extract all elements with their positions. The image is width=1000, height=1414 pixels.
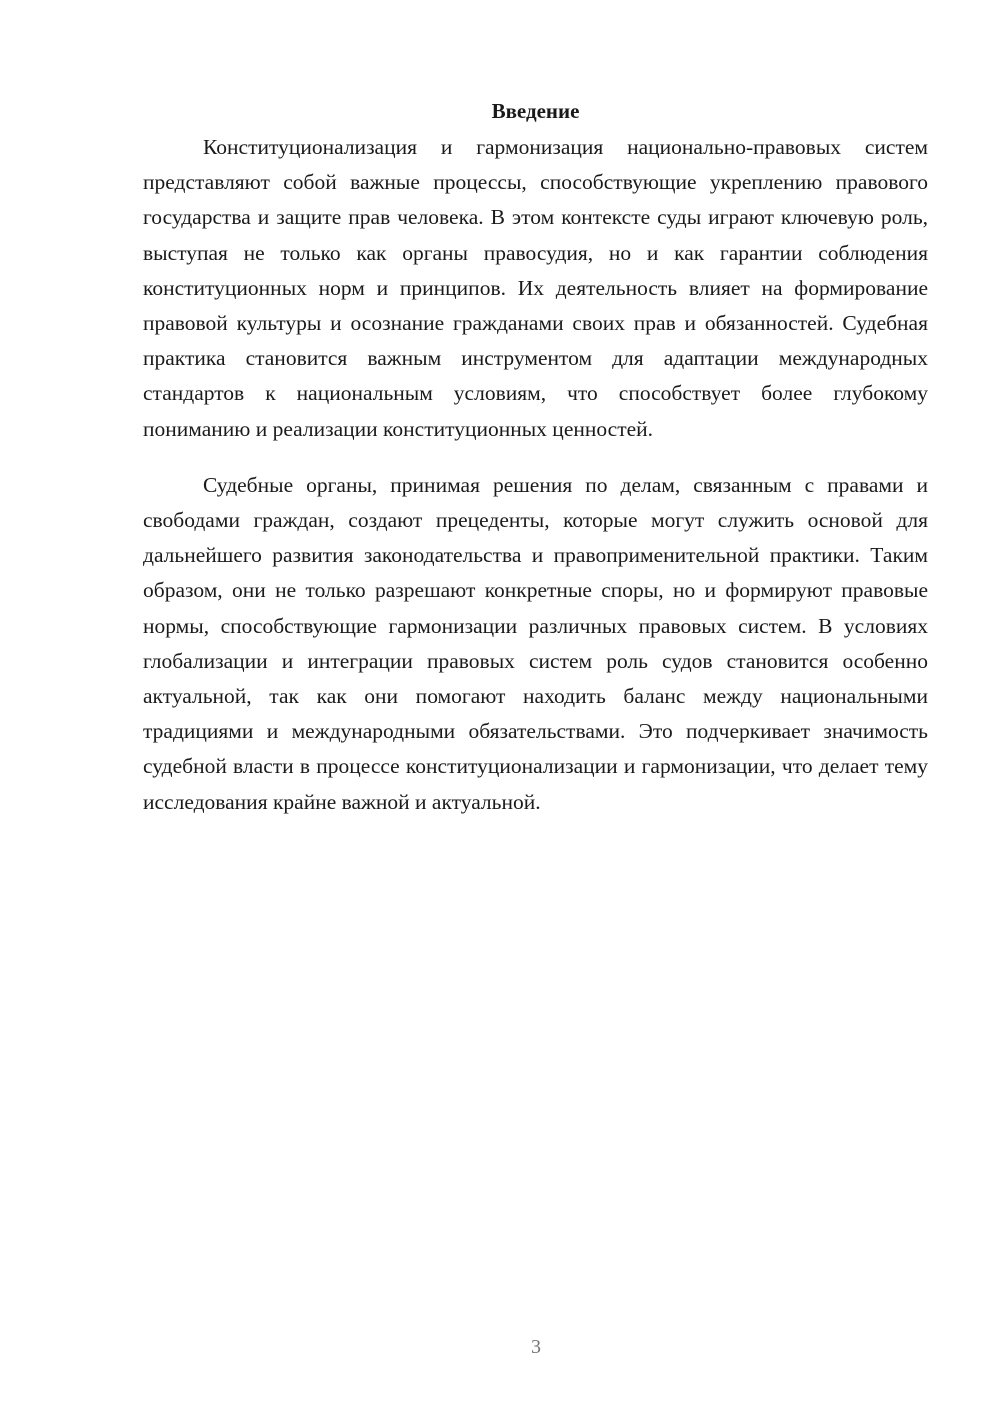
section-heading: Введение — [491, 99, 580, 123]
page-content — [143, 96, 928, 820]
page-number: 3 — [531, 1336, 541, 1358]
paragraph-2: Судебные органы, принимая решения по делам, связанным с правами и свободами граждан, создают прецеденты, которые могут служить основой для дальнейшего развития законодательства и правоприменительной практики. Таким образом, они не только разрешают конкретные споры, но и формируют правовые нормы, способствующие гармонизации различных правовых систем. В условиях глобализации и интеграции правовых систем роль судов становится особенно актуальной, так как они помогают находить баланс между национальными традициями и международными обязательствами. Это подчеркивает значимость судебной власти в процессе конституционализации и гармонизации, что делает тему исследования крайне важной и актуальной. — [143, 472, 928, 814]
paragraph-1: Конституционализация и гармонизация национально-правовых систем представляют собой важные процессы, способствующие укреплению правового государства и защите прав человека. В этом контексте суды играют ключевую роль, выступая не только как органы правосудия, но и как гарантии соблюдения конституционных норм и принципов. Их деятельность влияет на формирование правовой культуры и осознание гражданами своих прав и обязанностей. Судебная практика становится важным инструментом для адаптации международных стандартов к национальным условиям, что способствует более глубокому пониманию и реализации конституционных ценностей. — [143, 135, 928, 441]
